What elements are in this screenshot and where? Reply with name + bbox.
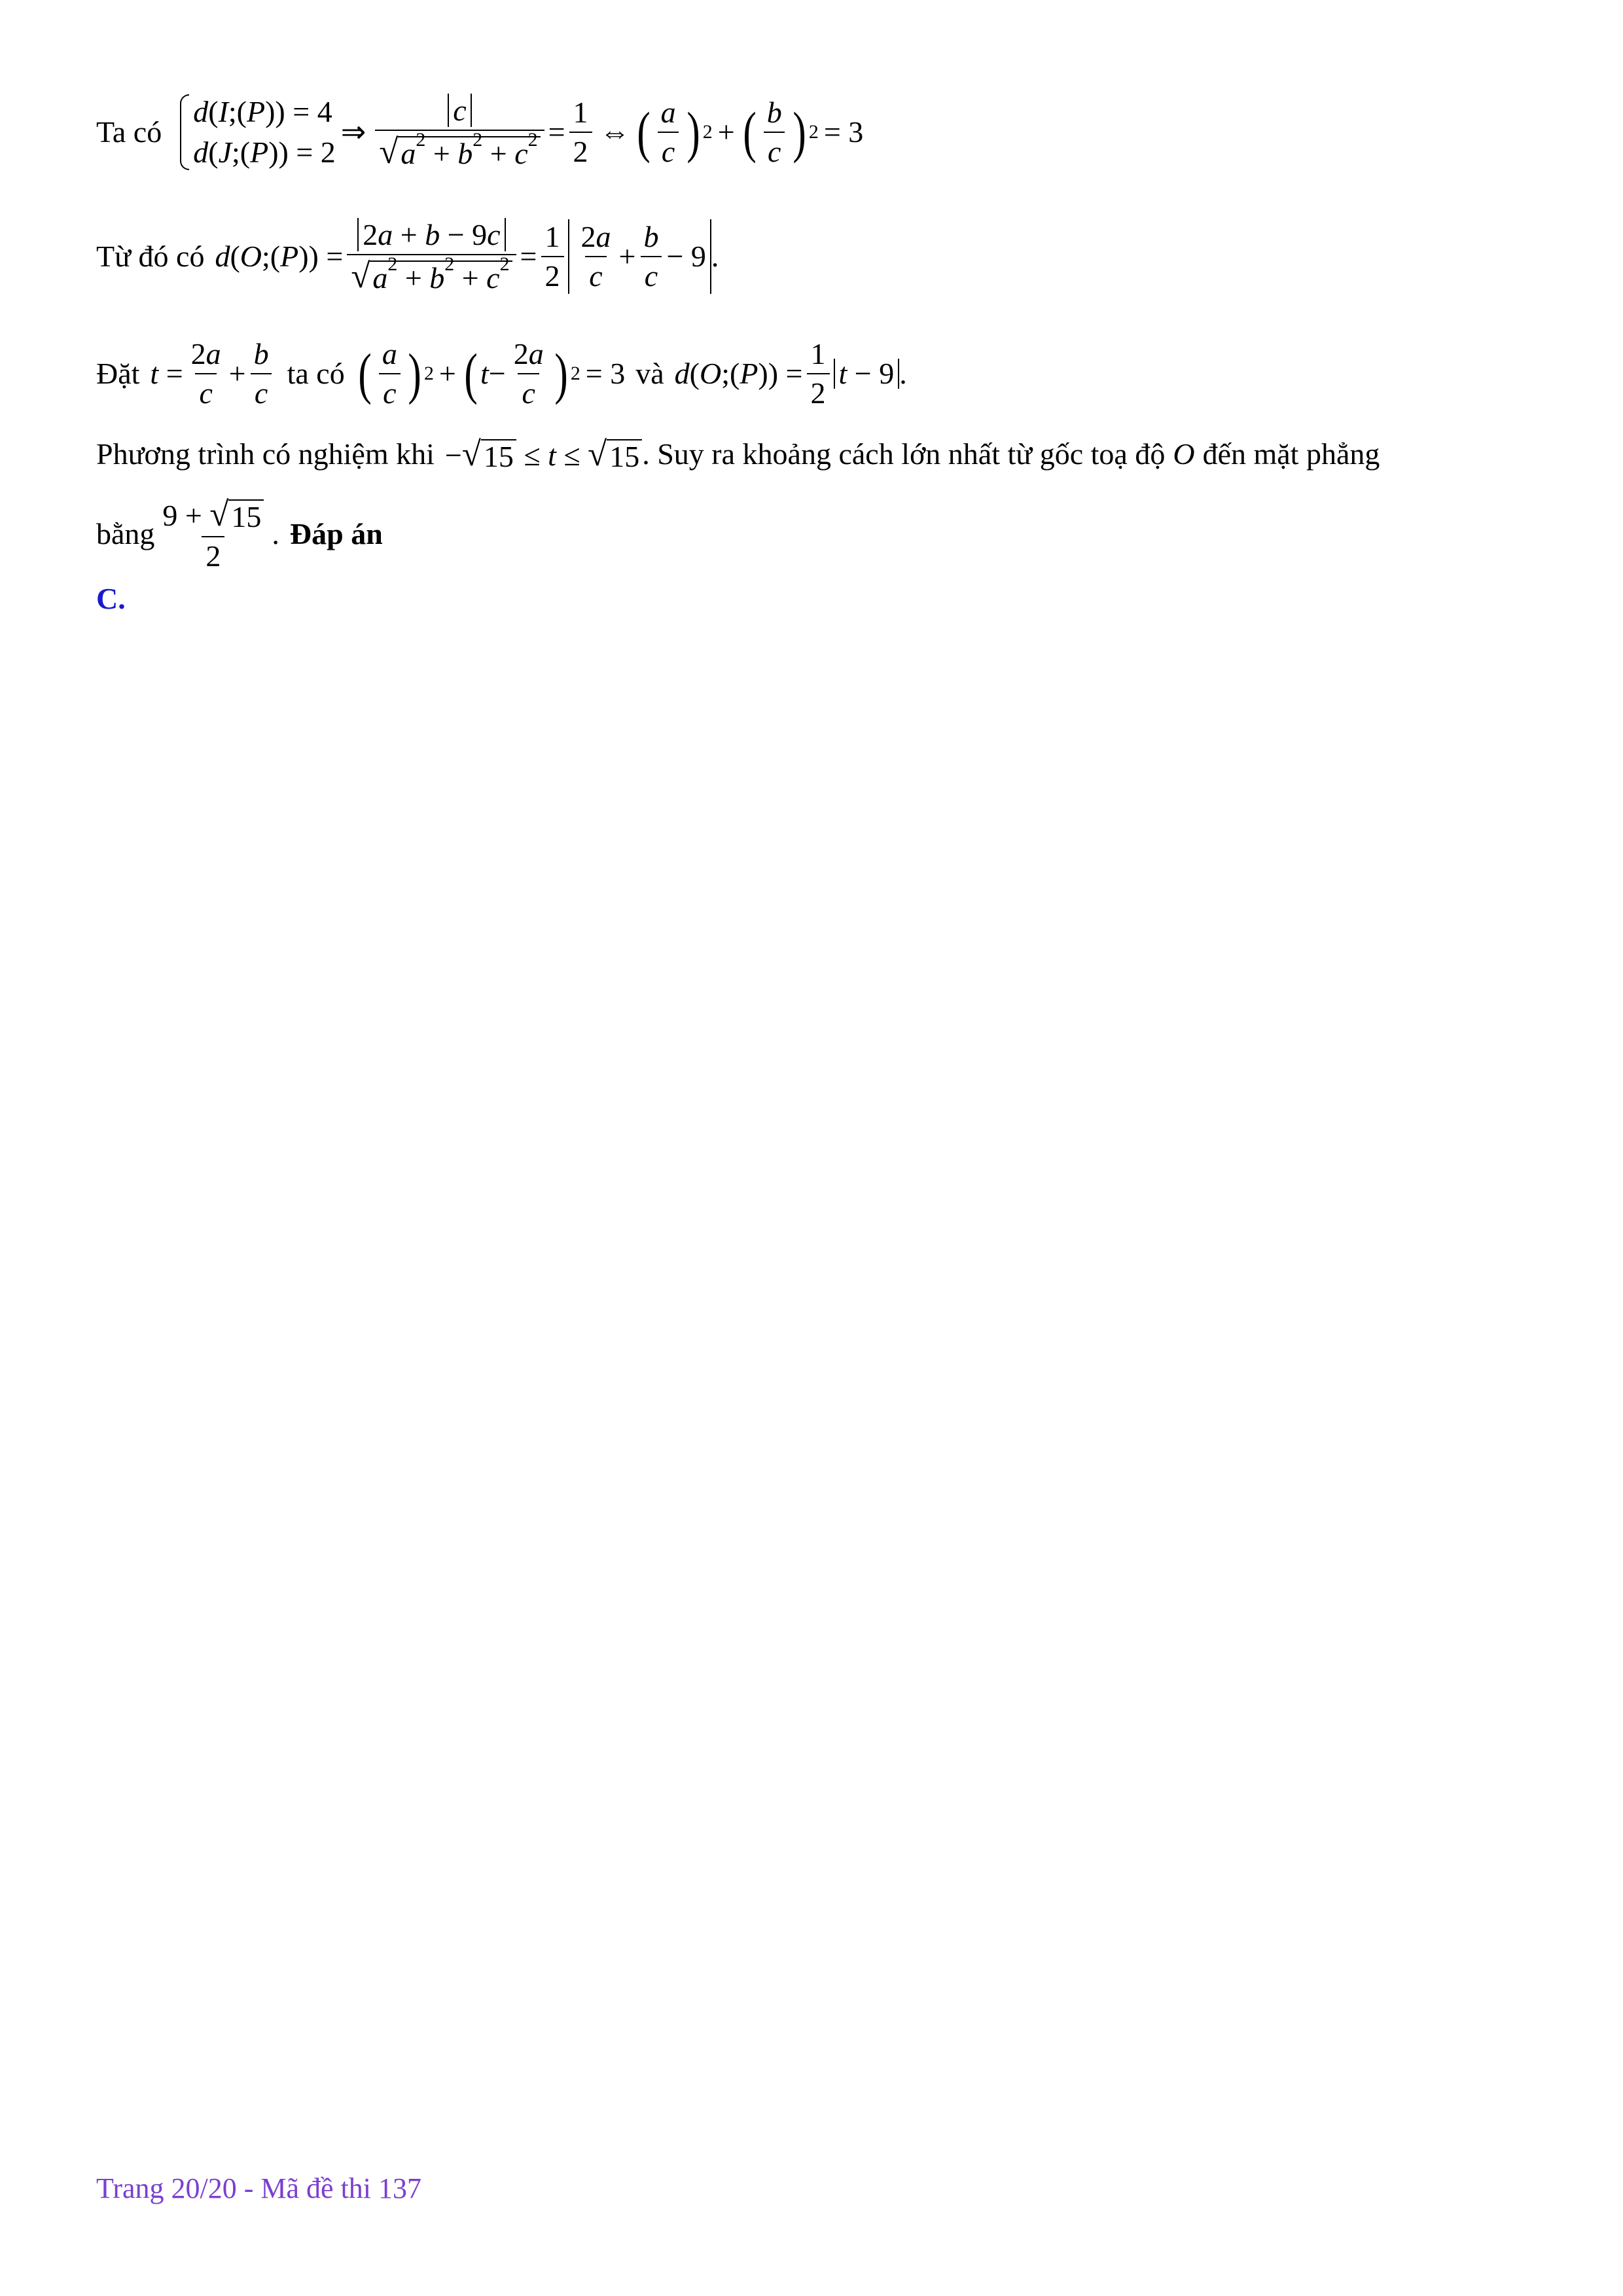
line4-tail: . Suy ra khoảng cách lớn nhất từ gốc toạ độ xyxy=(642,437,1166,471)
page-footer: Trang 20/20 - Mã đề thi 137 xyxy=(96,2172,422,2204)
line1-lead: Ta có xyxy=(96,115,162,149)
line4-lead: Phương trình có nghiệm khi xyxy=(96,437,435,471)
equation-line-3: Đặt t = $\frac{2a}{c}$ + $\frac{b}{c}$ ta có ( $\frac{a}{c}$ ) 2 + ( t − $\frac{2a}{c}$ ) 2 = 3 và d(O;(P)) = $\frac{1}{2}$ t − 9 . xyxy=(96,337,907,410)
line3-mid: ta có xyxy=(287,357,345,390)
answer-letter: C. xyxy=(96,582,126,615)
fraction-c-over-norm: c √ $a^2 + b^2 + c^2$ xyxy=(375,96,544,170)
line2-lead: Từ đó có xyxy=(96,240,205,273)
answer-label: Đáp án xyxy=(289,517,383,551)
text-line-5: bằng 9 + √ 15 2 . Đáp án xyxy=(96,495,383,573)
line4-end: đến mặt phẳng xyxy=(1202,437,1380,471)
equation-line-2: Từ đó có d(O;(P)) = 2a + b − 9c √ $a^2 + b^2 + c^2$ = $\frac{1}{2}$ $\frac{2a}{c}$ + $\frac{b}{c}$ − 9 . xyxy=(96,217,719,295)
equation-system: d(I;(P)) = 4 d(J;(P)) = 2 xyxy=(177,92,336,173)
fraction-distance-o: 2a + b − 9c √ $a^2 + b^2 + c^2$ xyxy=(347,220,516,294)
equation-line-1: Ta có d(I;(P)) = 4 d(J;(P)) = 2 ⇒ c √ $a^2 + b^2 + c^2$ = $\frac{1}{2}$ ⇔ ( $\frac{a}{c}$ ) 2 + ( $\frac{b}{c}$ ) 2 = 3 xyxy=(96,92,863,173)
line4-var: O xyxy=(1173,437,1195,471)
line3-and: và xyxy=(635,357,664,390)
text-line-4: Phương trình có nghiệm khi − √ 15 ≤ t ≤ √ 15 . Suy ra khoảng cách lớn nhất từ gốc toạ độ O đến mặt phẳng xyxy=(96,435,1380,473)
line5-lead: bằng xyxy=(96,517,155,551)
answer-fraction: 9 + √ 15 2 xyxy=(158,497,268,571)
line3-lead: Đặt xyxy=(96,357,140,390)
